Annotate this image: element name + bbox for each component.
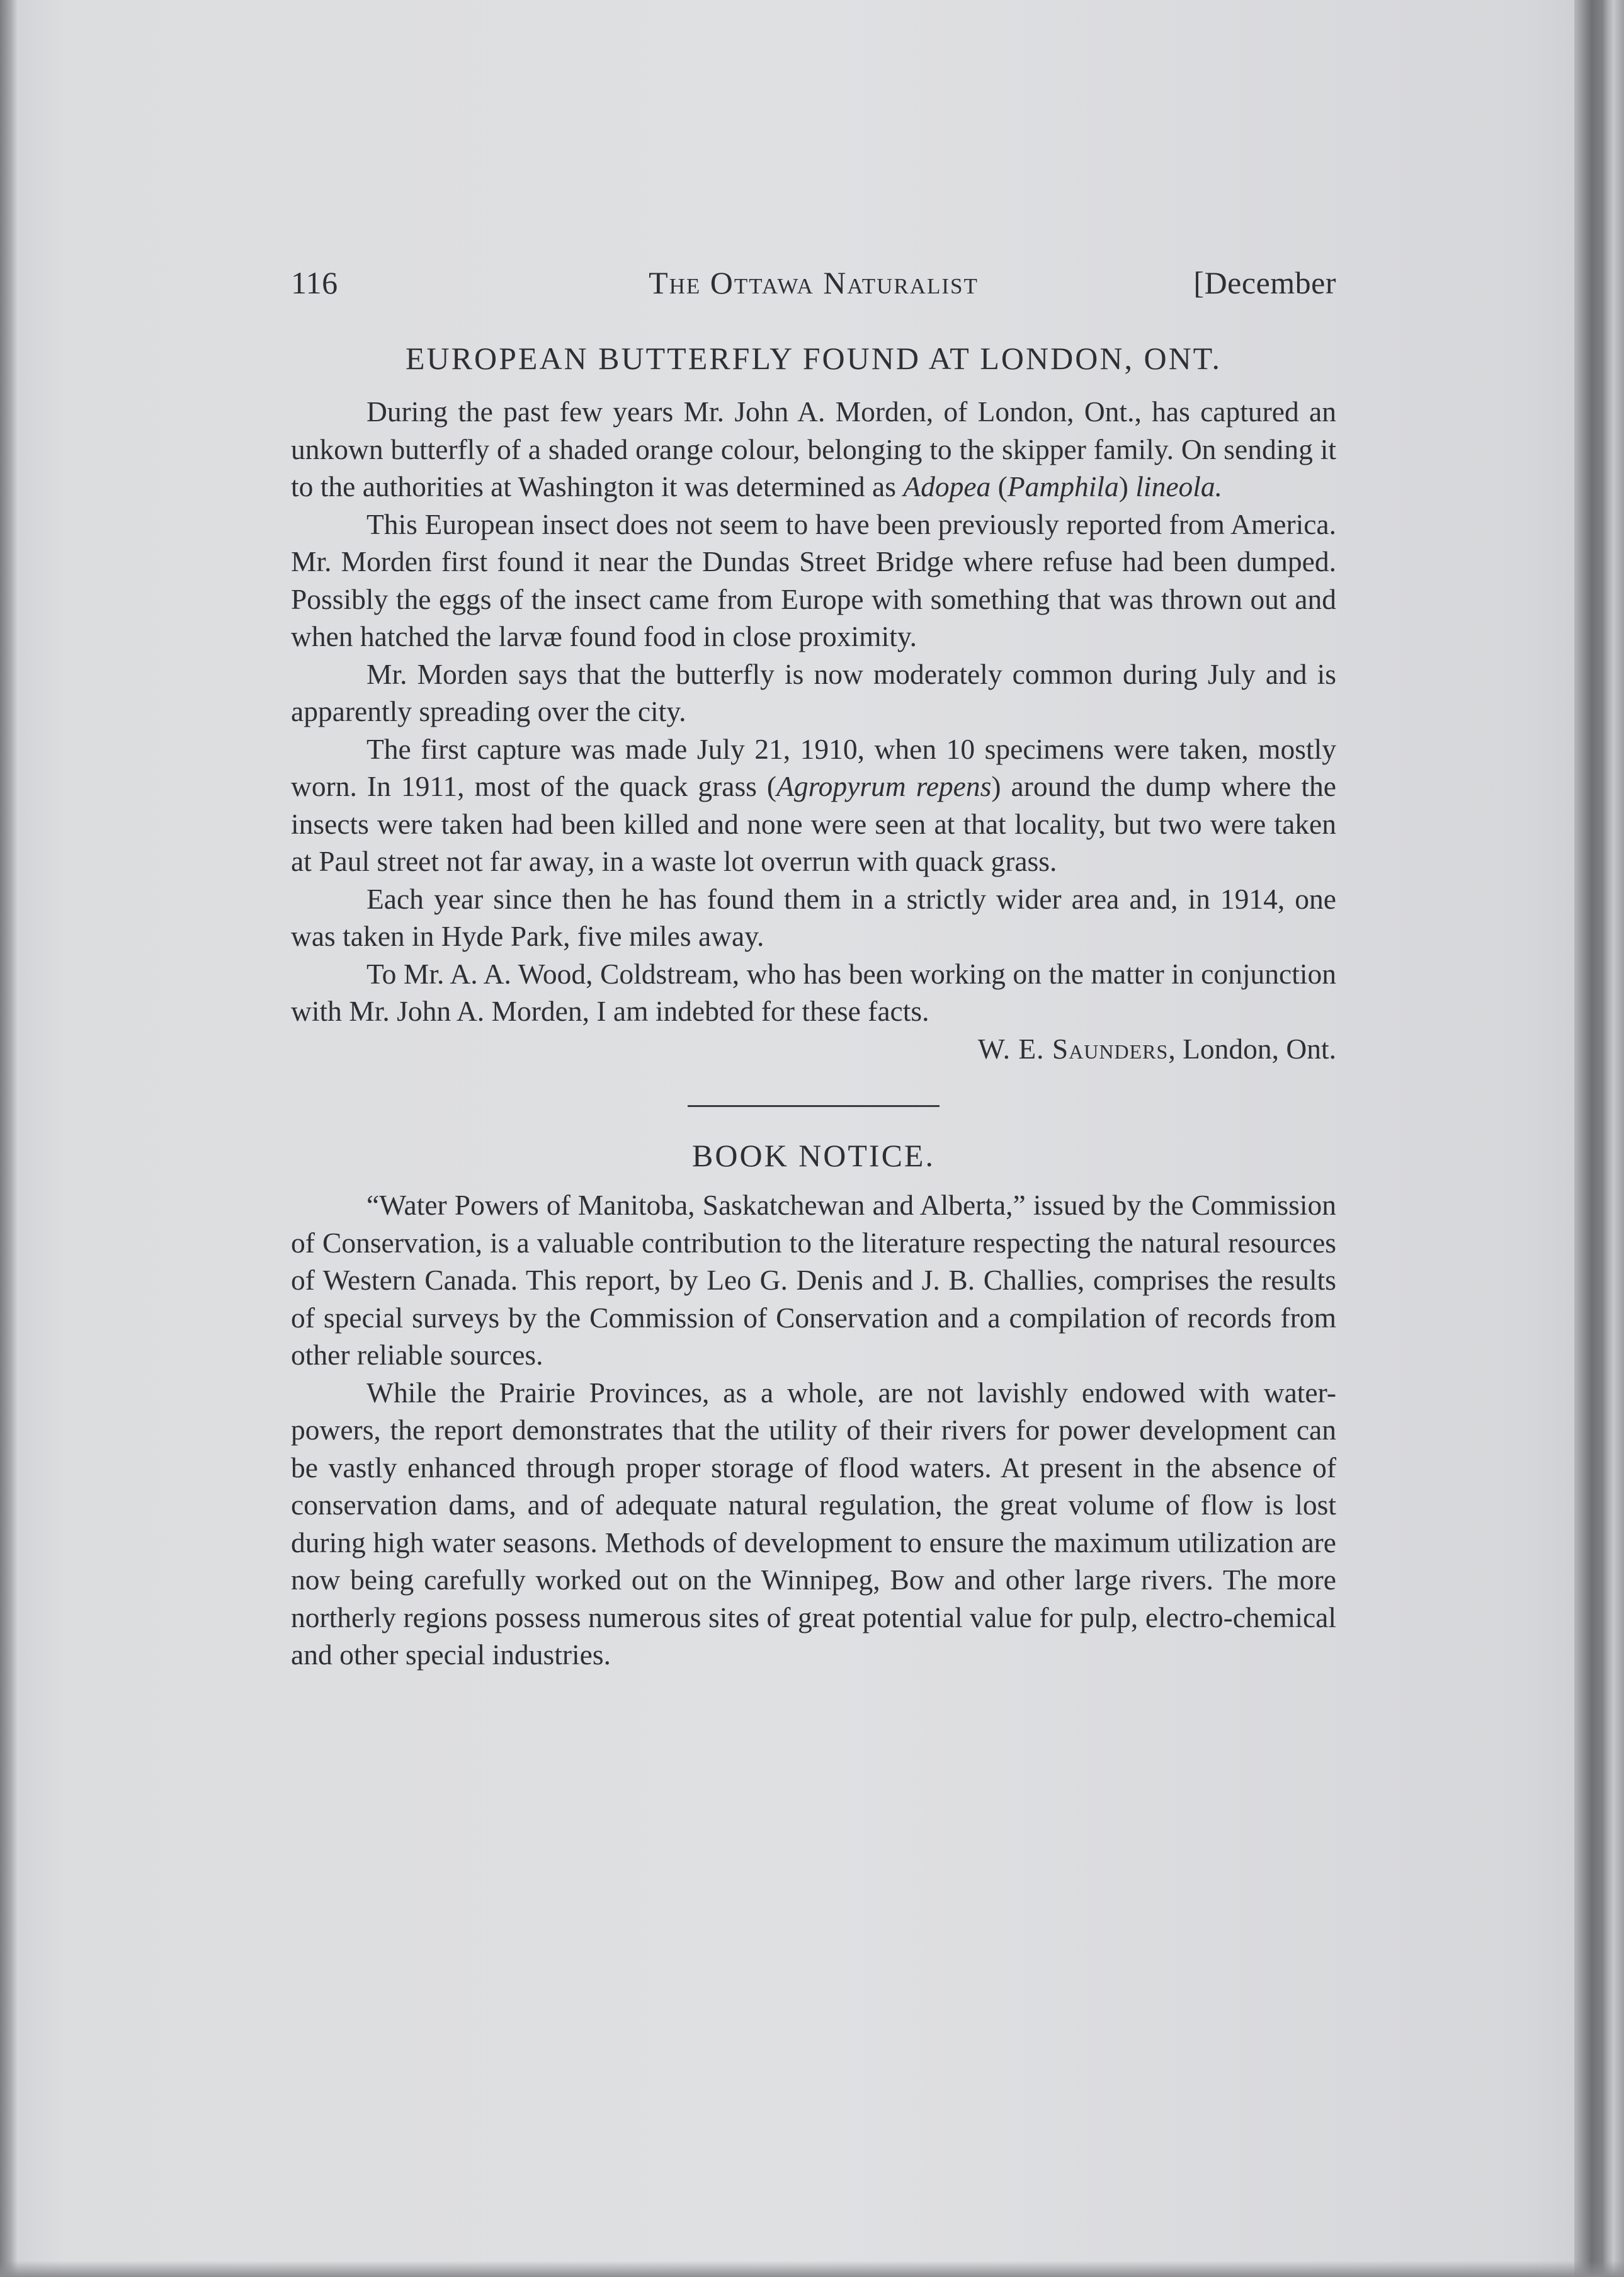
species-name: lineola. (1135, 470, 1223, 503)
page-bottom-edge (0, 2261, 1624, 2277)
paragraph-text: ) (1118, 470, 1136, 503)
book-notice-paragraph-1: “Water Powers of Manitoba, Saskatchewan and Alberta,” issued by the Commission of Conservation, is a valuable contribution to the literature respecting the natural resources of Western Canada. This report, by Leo G. Denis and J. B. Challies, comprises the results of special surveys by the Commission of Conservation and a compilation of records from other reliable sources. (291, 1189, 1336, 1371)
article-paragraph-6: To Mr. A. A. Wood, Coldstream, who has been working on the matter in conjunction with Mr. John A. Morden, I am indebted for these facts. (291, 957, 1336, 1027)
species-name: Agropyrum repens (776, 770, 992, 802)
article-paragraph-1 (291, 393, 1336, 506)
article-paragraph-2: This European insect does not seem to have been previously reported from America. Mr. Morden first found it near the Dundas Street Bridge where refuse had been dumped. Possibly the eggs of the insect came from Europe with something that was thrown out and when hatched the larvæ found food in close proximity. (291, 508, 1336, 652)
author-place: , London, Ont. (1168, 1032, 1336, 1065)
page-left-edge (0, 0, 18, 2277)
author-signature (291, 1030, 1336, 1068)
paragraph-text: During the past few years Mr. John A. Morden, of London, Ont., has captured an unkown butterfly of a shaded orange colour, belonging to the skipper family. On sending it to the authorities at Washington it was determined as (291, 395, 1336, 503)
page-number: 116 (291, 265, 338, 300)
page-right-edge (1603, 0, 1624, 2277)
article-paragraph-3: Mr. Morden says that the butterfly is now moderately common during July and is apparently spreading over the city. (291, 657, 1336, 727)
paragraph-text: ) around the dump where the insects were taken had been killed and none were seen at that locality, but two were taken at Paul street not far away, in a waste lot overrun with quack grass. (291, 770, 1336, 877)
article (291, 340, 1336, 1067)
book-notice-paragraph-2: While the Prairie Provinces, as a whole, are not lavishly endowed with water-powers, the report demonstrates that the utility of their rivers for power development can be vastly enhanced through proper storage of flood waters. At present in the absence of conservation dams, and of adequate natural regulation, the great volume of flow is lost during high water seasons. Methods of development to ensure the maximum utilization are now being carefully worked out on the Winnipeg, Bow and other large rivers. The more northerly regions possess numerous sites of great potential value for pulp, electro-chemical and other special industries. (291, 1376, 1336, 1671)
running-head (291, 264, 1336, 315)
author-name: W. E. Saunders (977, 1032, 1169, 1065)
article-title: EUROPEAN BUTTERFLY FOUND AT LONDON, ONT. (405, 341, 1222, 376)
paragraph-text: The first capture was made July 21, 1910, when 10 specimens were taken, mostly worn. In 1911, most of the quack grass ( (291, 732, 1336, 802)
section-divider (688, 1105, 940, 1107)
issue-month: [December (1193, 265, 1336, 300)
page-content (291, 264, 1336, 1674)
article-paragraph-5: Each year since then he has found them in a strictly wider area and, in 1914, one was taken in Hyde Park, five miles away. (291, 882, 1336, 952)
article-paragraph-4 (291, 730, 1336, 880)
journal-title: The Ottawa Naturalist (649, 265, 979, 300)
book-notice-title: BOOK NOTICE. (692, 1138, 935, 1173)
book-notice (291, 1137, 1336, 1674)
species-name: Pamphila (1007, 470, 1119, 503)
species-name: Adopea (903, 470, 991, 503)
paragraph-text: ( (991, 470, 1008, 503)
